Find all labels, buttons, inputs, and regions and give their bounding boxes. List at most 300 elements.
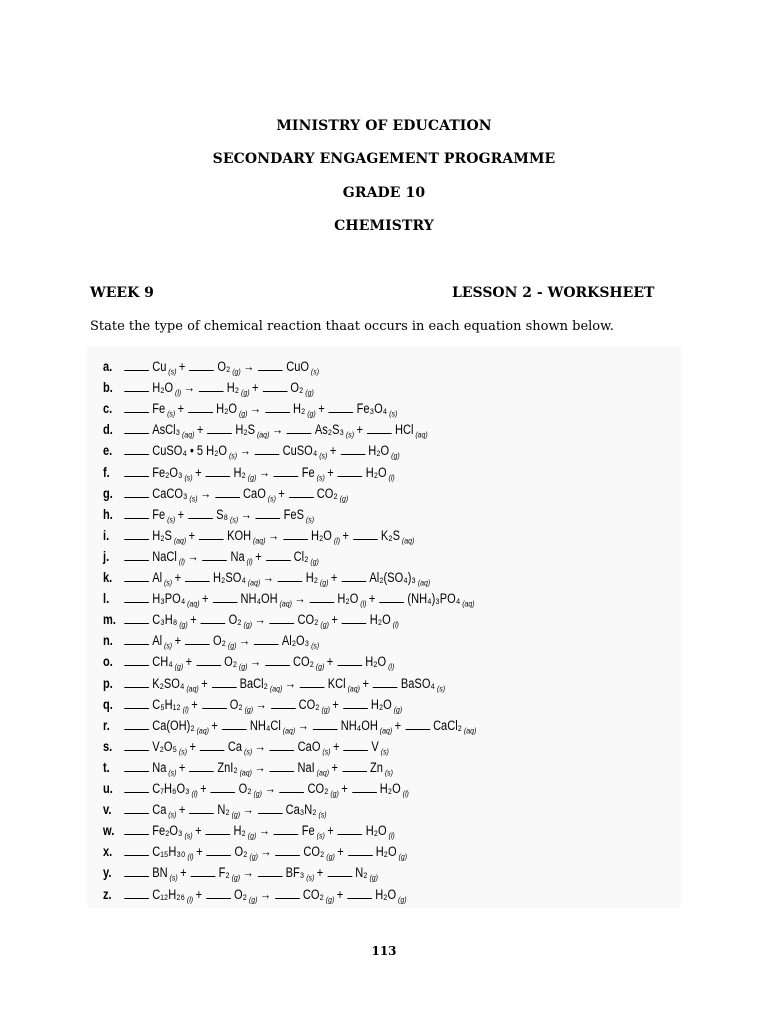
state-label: (aq) [377, 725, 393, 736]
coefficient-blank[interactable] [367, 422, 392, 434]
reaction-arrow: → [249, 401, 262, 417]
plus-sign: + [191, 696, 198, 712]
formula: CO₂ [307, 781, 329, 796]
heading-programme: SECONDARY ENGAGEMENT PROGRAMME [212, 151, 556, 167]
state-label: (s) [228, 514, 239, 525]
plus-sign: + [201, 675, 208, 691]
coefficient-blank[interactable] [203, 549, 228, 561]
equation-letter: p. [103, 675, 113, 691]
formula: KOH [227, 527, 252, 543]
state-label: (aq) [280, 725, 296, 736]
coefficient-blank[interactable] [124, 612, 149, 624]
coefficient-blank[interactable] [124, 676, 149, 688]
formula: CaCl₂ [433, 717, 462, 733]
coefficient-blank[interactable] [124, 654, 149, 666]
coefficient-blank[interactable] [124, 865, 149, 877]
equation-row [103, 356, 319, 377]
state-label: (s) [166, 366, 177, 377]
formula: Fe [152, 401, 166, 417]
formula: Ca [152, 802, 167, 818]
coefficient-blank[interactable] [266, 549, 291, 561]
coefficient-blank[interactable] [265, 654, 290, 666]
coefficient-blank[interactable] [313, 718, 338, 730]
coefficient-blank[interactable] [199, 528, 224, 540]
plus-sign: + [278, 485, 285, 501]
coefficient-blank[interactable] [337, 654, 362, 666]
coefficient-blank[interactable] [283, 528, 308, 540]
coefficient-blank[interactable] [289, 486, 314, 498]
state-label: (s) [387, 408, 398, 419]
equation-row [103, 736, 389, 757]
coefficient-blank[interactable] [255, 443, 280, 455]
coefficient-blank[interactable] [188, 507, 213, 519]
coefficient-blank[interactable] [124, 422, 149, 434]
state-label: (aq) [251, 535, 266, 546]
state-label: (aq) [413, 429, 428, 440]
coefficient-blank[interactable] [256, 507, 281, 519]
formula: Fe₂O₃ [152, 823, 183, 839]
equation-letter: a. [103, 359, 113, 374]
coefficient-blank[interactable] [270, 739, 295, 751]
state-label: (s) [343, 429, 355, 440]
state-label: (g) [319, 704, 330, 715]
equation-row [103, 884, 407, 905]
state-label: (aq) [345, 683, 360, 694]
coefficient-blank[interactable] [254, 633, 279, 645]
state-label: (g) [242, 704, 254, 715]
formula: CH₄ [152, 654, 173, 670]
plus-sign: + [189, 738, 196, 754]
formula: (NH₄)₃PO₄ [407, 591, 461, 607]
coefficient-blank[interactable] [340, 443, 365, 455]
formula: Al₂(SO₄)₃ [369, 570, 416, 585]
coefficient-blank[interactable] [206, 887, 231, 899]
state-label: (g) [328, 788, 339, 799]
coefficient-blank[interactable] [342, 760, 367, 772]
state-label: (aq) [185, 598, 200, 609]
reaction-arrow: → [259, 886, 271, 902]
coefficient-blank[interactable] [270, 612, 295, 624]
plus-sign: + [327, 464, 334, 480]
coefficient-blank[interactable] [258, 802, 283, 814]
formula: O₂ [234, 844, 248, 860]
equation-row [103, 799, 327, 820]
coefficient-blank[interactable] [344, 739, 369, 751]
plus-sign: + [185, 654, 193, 670]
formula: CaCO₃ [152, 485, 188, 501]
state-label: (l) [189, 788, 198, 799]
state-label: (g) [246, 894, 258, 905]
formula: H₃PO₄ [152, 591, 186, 607]
plus-sign: + [318, 401, 325, 417]
coefficient-blank[interactable] [124, 591, 149, 603]
state-label: (g) [318, 619, 329, 630]
state-label: (l) [244, 556, 253, 567]
plus-sign: + [195, 464, 202, 480]
state-label: (g) [396, 851, 408, 862]
formula: NH₄OH [340, 717, 378, 733]
state-label: (g) [229, 873, 241, 884]
formula: CO₂ [303, 844, 325, 860]
formula: Fe [152, 506, 166, 522]
reaction-arrow: → [254, 612, 266, 628]
coefficient-blank[interactable] [342, 612, 367, 624]
equation-letter: c. [103, 401, 113, 417]
plus-sign: + [356, 422, 363, 438]
equation-letter: y. [103, 865, 112, 881]
plus-sign: + [174, 633, 182, 649]
coefficient-blank[interactable] [124, 401, 149, 413]
lesson-label: LESSON 2 - WORKSHEET [452, 285, 655, 301]
coefficient-blank[interactable] [274, 465, 299, 477]
formula: CuO [286, 359, 309, 374]
formula: CO₂ [297, 612, 319, 628]
formula: H₂O [337, 591, 359, 607]
state-label: (l) [176, 556, 185, 567]
state-label: (l) [180, 704, 189, 715]
formula: H₂ [292, 401, 306, 417]
equation-letter: q. [103, 696, 113, 712]
coefficient-blank[interactable] [352, 781, 377, 793]
plus-sign: + [174, 570, 182, 585]
coefficient-blank[interactable] [280, 781, 305, 793]
coefficient-blank[interactable] [373, 676, 398, 688]
coefficient-blank[interactable] [212, 676, 237, 688]
formula: H₂SO₄ [213, 570, 246, 585]
formula: H₂ [226, 380, 240, 396]
coefficient-blank[interactable] [202, 697, 227, 709]
equation-letter: j. [103, 548, 110, 564]
coefficient-blank[interactable] [327, 865, 352, 877]
state-label: (g) [367, 873, 378, 884]
state-label: (s) [303, 514, 315, 525]
plus-sign: + [188, 527, 196, 543]
plus-sign: + [394, 717, 402, 733]
state-label: (l) [386, 472, 395, 483]
coefficient-blank[interactable] [124, 823, 149, 835]
state-label: (aq) [267, 683, 283, 694]
coefficient-blank[interactable] [310, 591, 335, 603]
state-label: (s) [304, 873, 315, 884]
coefficient-blank[interactable] [124, 570, 149, 582]
plus-sign: + [316, 865, 324, 881]
coefficient-blank[interactable] [222, 718, 247, 730]
formula: AsCl₃ [152, 422, 181, 438]
coefficient-blank[interactable] [124, 802, 149, 814]
plus-sign: + [332, 696, 339, 712]
formula: FeS [283, 506, 304, 522]
state-label: (g) [251, 788, 263, 799]
coefficient-blank[interactable] [124, 697, 149, 709]
formula: ZnI₂ [217, 759, 238, 775]
state-label: (s) [309, 640, 320, 651]
reaction-arrow: → [264, 781, 276, 796]
week-label: WEEK 9 [90, 285, 154, 301]
coefficient-blank[interactable] [201, 612, 226, 624]
equation-letter: e. [103, 443, 113, 459]
formula: H₂O [365, 823, 387, 839]
state-label: (s) [265, 493, 276, 504]
coefficient-blank[interactable] [341, 570, 366, 582]
coefficient-blank[interactable] [200, 739, 225, 751]
coefficient-blank[interactable] [124, 718, 149, 730]
equation-row [103, 673, 445, 694]
coefficient-blank[interactable] [188, 401, 213, 413]
equation-letter: x. [103, 844, 113, 860]
formula: BaCl₂ [239, 675, 268, 691]
coefficient-blank[interactable] [124, 507, 149, 519]
state-label: (aq) [245, 577, 261, 588]
coefficient-blank[interactable] [271, 697, 296, 709]
formula: O₂ [238, 781, 252, 796]
formula: C₇H₆O₃ [152, 781, 190, 796]
equation-letter: b. [103, 380, 113, 396]
state-label: (g) [303, 387, 314, 398]
state-label: (s) [165, 408, 176, 419]
formula: BF₃ [285, 865, 305, 881]
coefficient-blank[interactable] [213, 591, 238, 603]
coefficient-blank[interactable] [300, 676, 325, 688]
state-label: (s) [182, 830, 193, 841]
coefficient-blank[interactable] [405, 718, 430, 730]
formula: KCl [327, 675, 346, 691]
formula: CuSO₄ • 5 H₂O [152, 443, 228, 459]
formula: Cl₂ [293, 548, 309, 564]
coefficient-blank[interactable] [348, 844, 373, 856]
plus-sign: + [180, 865, 187, 881]
reaction-arrow: → [187, 548, 199, 564]
state-label: (s) [166, 809, 177, 820]
equation-row [103, 694, 402, 715]
reaction-arrow: → [284, 675, 296, 691]
coefficient-blank[interactable] [380, 591, 405, 603]
equation-row [103, 398, 397, 419]
equation-letter: f. [103, 464, 110, 480]
plus-sign: + [337, 844, 344, 860]
coefficient-blank[interactable] [189, 359, 214, 371]
state-label: (s) [378, 746, 389, 757]
state-label: (g) [247, 851, 258, 862]
state-label: (l) [173, 387, 182, 398]
reaction-arrow: → [294, 591, 306, 607]
coefficient-blank[interactable] [215, 486, 240, 498]
state-label: (s) [162, 640, 173, 651]
coefficient-blank[interactable] [124, 528, 149, 540]
formula: Fe [301, 823, 315, 839]
formula: K₂SO₄ [152, 675, 185, 691]
formula: S₈ [216, 506, 229, 522]
reaction-arrow: → [243, 359, 255, 374]
equation-row [103, 757, 393, 778]
state-label: (aq) [399, 535, 415, 546]
coefficient-blank[interactable] [124, 380, 149, 392]
plus-sign: + [202, 591, 209, 607]
state-label: (g) [305, 408, 316, 419]
state-label: (g) [308, 556, 319, 567]
formula: NH₄Cl [249, 717, 281, 733]
formula: Fe₂O₃ [152, 464, 183, 480]
formula: H₂S [235, 422, 256, 438]
state-label: (g) [396, 894, 407, 905]
equation-row [103, 504, 314, 525]
state-label: (s) [308, 366, 320, 377]
equation-letter: s. [103, 738, 113, 754]
coefficient-blank[interactable] [263, 380, 288, 392]
heading-grade: GRADE 10 [342, 185, 426, 201]
coefficient-blank[interactable] [189, 760, 214, 772]
equation-letter: i. [103, 527, 110, 543]
coefficient-blank[interactable] [206, 823, 231, 835]
coefficient-blank[interactable] [258, 359, 283, 371]
coefficient-blank[interactable] [124, 739, 149, 751]
coefficient-blank[interactable] [275, 887, 300, 899]
coefficient-blank[interactable] [124, 633, 149, 645]
state-label: (aq) [415, 577, 431, 588]
formula: CuSO₄ [282, 443, 318, 459]
formula: Ca(OH)₂ [152, 717, 195, 733]
formula: H₂ [233, 464, 246, 480]
coefficient-blank[interactable] [185, 570, 210, 582]
state-label: (s) [434, 683, 446, 694]
reaction-arrow: → [238, 633, 250, 649]
state-label: (g) [172, 662, 184, 673]
plus-sign: + [190, 612, 197, 628]
plus-sign: + [200, 781, 207, 796]
formula: Al [152, 633, 163, 649]
coefficient-blank[interactable] [124, 465, 149, 477]
equation-letter: u. [103, 781, 113, 796]
coefficient-blank[interactable] [347, 887, 372, 899]
equation-row [103, 715, 476, 736]
state-label: (s) [165, 514, 176, 525]
formula: K₂S [380, 527, 400, 543]
heading-subject: CHEMISTRY [334, 218, 434, 234]
equation-letter: z. [103, 886, 112, 902]
plus-sign: + [368, 591, 376, 607]
formula: CO₂ [302, 886, 324, 902]
state-label: (g) [245, 830, 257, 841]
state-label: (g) [337, 493, 349, 504]
formula: H₂O [368, 443, 390, 459]
formula: CO₂ [292, 654, 314, 670]
state-label: (s) [167, 873, 178, 884]
equation-row [103, 525, 414, 546]
equation-row [103, 567, 430, 588]
equation-letter: k. [103, 570, 113, 585]
coefficient-blank[interactable] [265, 401, 290, 413]
reaction-arrow: → [242, 802, 254, 818]
coefficient-blank[interactable] [124, 781, 149, 793]
formula: H₂S [152, 527, 172, 543]
equation-letter: d. [103, 422, 113, 438]
equation-row [103, 588, 475, 609]
coefficient-blank[interactable] [124, 359, 149, 371]
coefficient-blank[interactable] [343, 697, 368, 709]
coefficient-blank[interactable] [276, 844, 301, 856]
coefficient-blank[interactable] [270, 760, 295, 772]
equation-letter: h. [103, 506, 113, 522]
formula: BaSO₄ [400, 675, 435, 691]
coefficient-blank[interactable] [211, 781, 236, 793]
coefficient-blank[interactable] [274, 823, 299, 835]
coefficient-blank[interactable] [124, 760, 149, 772]
coefficient-blank[interactable] [206, 465, 231, 477]
state-label: (s) [316, 809, 327, 820]
coefficient-blank[interactable] [338, 465, 363, 477]
coefficient-blank[interactable] [124, 443, 149, 455]
plus-sign: + [178, 359, 186, 374]
state-label: (s) [317, 451, 328, 462]
coefficient-blank[interactable] [338, 823, 363, 835]
coefficient-blank[interactable] [207, 844, 232, 856]
coefficient-blank[interactable] [258, 865, 283, 877]
formula: H₂O [365, 654, 387, 670]
plus-sign: + [178, 759, 186, 775]
formula: C₁₅H₃₀ [152, 844, 186, 860]
coefficient-blank[interactable] [278, 570, 303, 582]
coefficient-blank[interactable] [124, 486, 149, 498]
equation-letter: m. [103, 612, 116, 628]
reaction-arrow: → [249, 654, 261, 670]
formula: H₂O [369, 612, 391, 628]
equation-row [103, 651, 394, 672]
coefficient-blank[interactable] [329, 401, 354, 413]
state-label: (l) [358, 598, 367, 609]
formula: CaO [243, 485, 266, 501]
instruction-text: State the type of chemical reaction thaat occurs in each equation shown below. [90, 319, 614, 334]
formula: O₂ [213, 633, 226, 649]
state-label: (s) [162, 577, 173, 588]
reaction-arrow: → [297, 717, 309, 733]
coefficient-blank[interactable] [189, 802, 214, 814]
reaction-arrow: → [239, 443, 251, 459]
plus-sign: + [331, 612, 338, 628]
coefficient-blank[interactable] [353, 528, 378, 540]
state-label: (l) [386, 662, 395, 673]
state-label: (g) [323, 894, 335, 905]
formula: H₂O [375, 844, 397, 860]
formula: H₂ [305, 570, 318, 585]
equation-letter: t. [103, 759, 110, 775]
formula: NH₄OH [240, 591, 278, 607]
plus-sign: + [255, 548, 262, 564]
equation-row [103, 630, 319, 651]
coefficient-blank[interactable] [124, 844, 149, 856]
coefficient-blank[interactable] [124, 549, 149, 561]
coefficient-blank[interactable] [199, 380, 224, 392]
state-label: (aq) [194, 725, 209, 736]
coefficient-blank[interactable] [207, 422, 232, 434]
equation-row [103, 862, 378, 883]
formula: C₃H₈ [152, 612, 178, 628]
formula: Fe [301, 464, 315, 480]
plus-sign: + [362, 675, 369, 691]
coefficient-blank[interactable] [191, 865, 216, 877]
formula: O₂ [224, 654, 237, 670]
formula: H₂O [379, 781, 401, 796]
formula: BN [152, 865, 168, 881]
coefficient-blank[interactable] [287, 422, 312, 434]
plus-sign: + [195, 886, 203, 902]
plus-sign: + [327, 823, 334, 839]
equation-letter: v. [103, 802, 112, 818]
plus-sign: + [336, 886, 344, 902]
coefficient-blank[interactable] [196, 654, 221, 666]
coefficient-blank[interactable] [124, 887, 149, 899]
formula: NaI [297, 759, 315, 775]
coefficient-blank[interactable] [185, 633, 210, 645]
formula: CO₂ [316, 485, 338, 501]
